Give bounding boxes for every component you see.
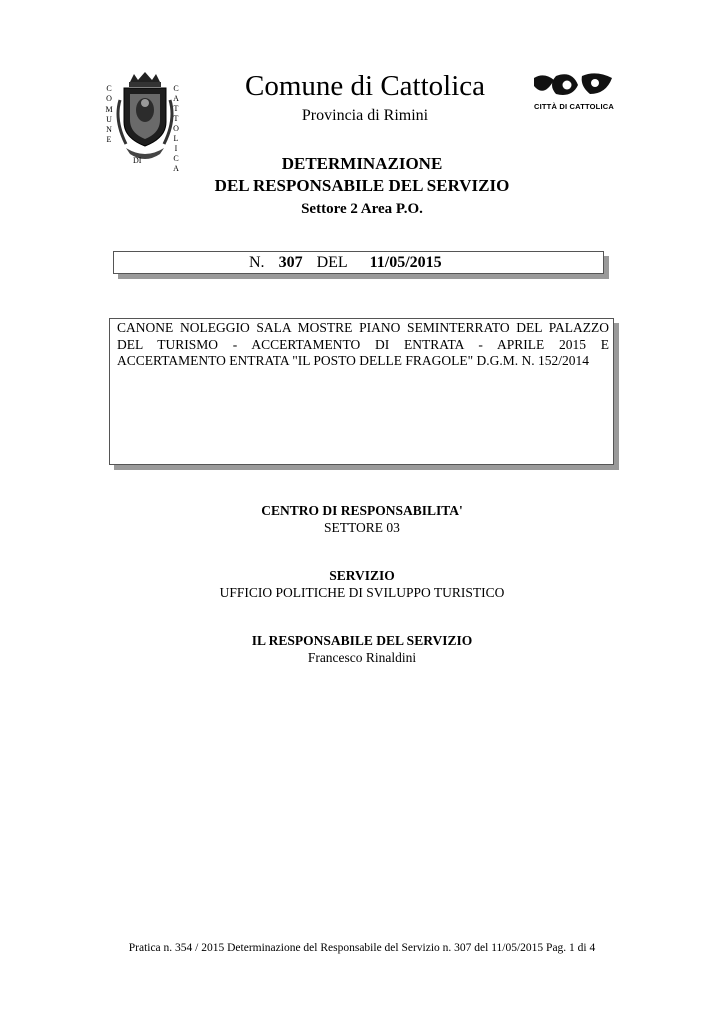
number-row xyxy=(249,254,442,272)
servizio-title: SERVIZIO xyxy=(329,568,395,583)
crest-letter: C xyxy=(106,84,112,93)
crest-letter: A xyxy=(173,164,179,173)
comune-title: Comune di Cattolica xyxy=(244,70,485,102)
del-label: DEL xyxy=(316,254,348,271)
crest-di-text: DI xyxy=(133,156,142,165)
crest-letter: T xyxy=(173,104,179,113)
crest-letter: A xyxy=(173,94,179,103)
crest-letter: C xyxy=(173,84,179,93)
centro-responsabilita-title: CENTRO DI RESPONSABILITA' xyxy=(261,503,463,518)
city-logo-mark-icon xyxy=(532,72,616,98)
crest-letter: M xyxy=(105,104,113,114)
subject-text: CANONE NOLEGGIO SALA MOSTRE PIANO SEMINTERRATO DEL PALAZZO DEL TURISMO - ACCERTAMENTO DI ENTRATA - APRILE 2015 E ACCERTAMENTO ENTRATA "IL POSTO DELLE FRAGOLE" D.G.M. N. 152/2014 xyxy=(117,320,609,368)
provincia-subtitle: Provincia di Rimini xyxy=(301,107,429,124)
responsabile-title: IL RESPONSABILE DEL SERVIZIO xyxy=(251,633,473,648)
responsabile-heading: DEL RESPONSABILE DEL SERVIZIO xyxy=(214,176,510,195)
page-footer: Pratica n. 354 / 2015 Determinazione del Responsabile del Servizio n. 307 del 11/05/2015 Pag. 1 di 4 xyxy=(128,942,596,954)
responsabile-name: Francesco Rinaldini xyxy=(307,650,417,665)
servizio-value: UFFICIO POLITICHE DI SVILUPPO TURISTICO xyxy=(219,585,505,600)
centro-responsabilita-value: SETTORE 03 xyxy=(324,520,400,535)
crest-letter: O xyxy=(173,124,179,133)
crest-letter: C xyxy=(173,154,179,163)
crest-letter: T xyxy=(173,114,179,123)
city-logo-text: CITTÀ DI CATTOLICA xyxy=(534,102,614,111)
crest-letter: I xyxy=(174,144,178,153)
date-value: 11/05/2015 xyxy=(369,254,442,271)
crest-letter: E xyxy=(106,135,112,145)
crest-letter: N xyxy=(106,125,112,135)
determinazione-heading: DETERMINAZIONE xyxy=(281,154,443,173)
crest-letter: U xyxy=(106,114,112,124)
settore-heading: Settore 2 Area P.O. xyxy=(301,201,423,217)
number-value: 307 xyxy=(278,254,303,271)
crest-letter: O xyxy=(106,94,112,104)
crest-letters-left xyxy=(104,84,114,146)
number-label: N. xyxy=(249,254,265,271)
crest-letter: L xyxy=(173,134,179,143)
